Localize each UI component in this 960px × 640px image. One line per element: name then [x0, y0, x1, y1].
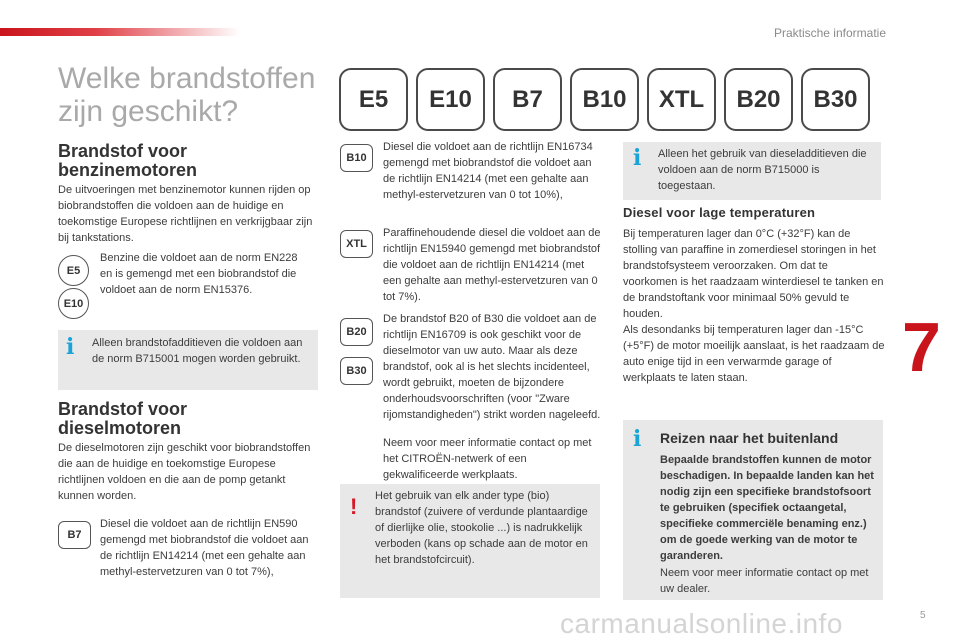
diesel-heading: Brandstof voor dieselmotoren: [58, 399, 188, 438]
warning-icon: !: [350, 494, 358, 519]
diesel-info-text: Alleen het gebruik van dieseladditieven die voldoen aan de norm B715000 is toegestaan.: [658, 148, 867, 192]
b10-text: Diesel die voldoet aan de richtlijn EN16734 gemengd met biobrandstof die voldoet aan de richtlijn EN14214 (met een gehalte aan methyl-estervetzuren van 0 tot 10%),: [383, 141, 593, 201]
fuel-badges: [339, 68, 870, 131]
diesel-intro: De dieselmotoren zijn geschikt voor biobrandstoffen die aan de huidige en toekomstige Europese richtlijnen voldoen en die aan de pomp getankt kunnen worden.: [58, 442, 311, 502]
e10-icon: E10: [58, 288, 89, 319]
warning-text: Het gebruik van elk ander type (bio) brandstof (zuivere of verdunde plantaardige of dierlijke olie, stookolie ...) is nadrukkelijk verboden (kans op schade aan de motor en het brandstofcircuit).: [375, 490, 588, 566]
abroad-heading: Reizen naar het buitenland: [660, 430, 839, 446]
badge-xtl: XTL: [647, 68, 716, 131]
section-header: Praktische informatie: [773, 26, 886, 40]
page-title: Welke brandstoffen zijn geschikt?: [58, 62, 316, 128]
xtl-icon: XTL: [340, 230, 373, 258]
chapter-number: 7: [902, 308, 941, 386]
page-number: 5: [920, 610, 926, 621]
abroad-text: Neem voor meer informatie contact op met uw dealer.: [660, 567, 869, 595]
b20-b30-text: De brandstof B20 of B30 die voldoet aan de richtlijn EN16709 is ook geschikt voor de dieselmotor van uw auto. Maar als deze brandstof, ook al is het slechts incidenteel, wordt gebruikt, moeten de bijzondere onderhoudsvoorschriften (voor "Zware rijomstandigheden") strikt worden nageleefd.: [383, 313, 601, 421]
info-icon: i: [633, 145, 642, 171]
info-icon: i: [633, 426, 642, 452]
b20-b30-contact: Neem voor meer informatie contact op met het CITROËN-netwerk of een gekwalificeerde werkplaats.: [383, 437, 592, 481]
badge-b10: B10: [570, 68, 639, 131]
lowtemp-text: Bij temperaturen lager dan 0°C (+32°F) kan de stolling van paraffine in zomerdiesel storingen in het brandstofsysteem veroorzaken. Om dat te voorkomen is het raadzaam winterdiesel te tanken en de brandstoftank voor minimaal 50% gevuld te houden.: [623, 228, 884, 320]
b30-icon: B30: [340, 357, 373, 385]
badge-b20: B20: [724, 68, 793, 131]
lowtemp-heading: Diesel voor lage temperaturen: [623, 205, 816, 220]
b20-icon: B20: [340, 318, 373, 346]
abroad-bold-text: Bepaalde brandstoffen kunnen de motor beschadigen. In bepaalde landen kan het nodig zijn een specifieke brandstofsoort te gebruiken (specifiek octaangetal, specifieke commerciële benaming enz.) om de goede werking van de motor te garanderen.: [660, 454, 874, 562]
b10-icon: B10: [340, 144, 373, 172]
badge-b7: B7: [493, 68, 562, 131]
e5-icon: E5: [58, 255, 89, 286]
benzine-heading: Brandstof voor benzinemotoren: [58, 141, 198, 180]
watermark: carmanualsonline.info: [560, 608, 843, 639]
header-accent-bar: [0, 28, 240, 36]
benzine-info-text: Alleen brandstofadditieven die voldoen aan de norm B715001 mogen worden gebruikt.: [92, 337, 303, 365]
b7-text: Diesel die voldoet aan de richtlijn EN590 gemengd met biobrandstof die voldoet aan de richtlijn EN14214 (met een gehalte aan methyl-estervetzuren van 0 tot 7%),: [100, 518, 309, 578]
xtl-text: Paraffinehoudende diesel die voldoet aan de richtlijn EN15940 gemengd met biobrandstof die voldoet aan de richtlijn EN14214 (met een gehalte aan methyl-estervetzuren van 0 tot 7%).: [383, 227, 601, 303]
benzine-e-text: Benzine die voldoet aan de norm EN228 en is gemengd met een biobrandstof die voldoet aan de norm EN15376.: [100, 252, 298, 296]
benzine-intro: De uitvoeringen met benzinemotor kunnen rijden op biobrandstoffen die voldoen aan de huidige en toekomstige Europese richtlijnen en verkrijgbaar zijn bij tankstations.: [58, 184, 313, 244]
badge-e5: E5: [339, 68, 408, 131]
info-icon: i: [66, 334, 75, 360]
badge-e10: E10: [416, 68, 485, 131]
lowtemp-text-2: Als desondanks bij temperaturen lager dan -15°C (+5°F) de motor moeilijk aanslaat, is het raadzaam de auto enige tijd in een verwarmde garage of werkplaats te laten staan.: [623, 324, 885, 384]
b7-icon: B7: [58, 521, 91, 549]
badge-b30: B30: [801, 68, 870, 131]
